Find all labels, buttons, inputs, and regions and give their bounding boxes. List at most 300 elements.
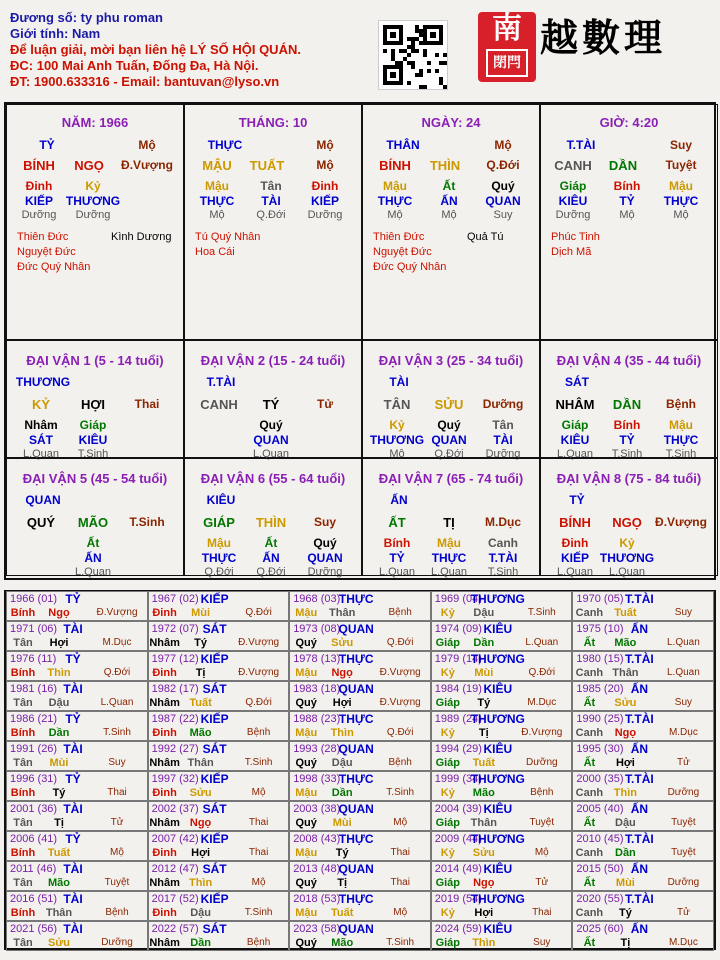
year-label: 2010 (45) bbox=[576, 833, 624, 845]
year-label: 1991 (26) bbox=[10, 743, 58, 755]
year-stem: Kỷ bbox=[440, 907, 455, 919]
year-god: KIẾP bbox=[200, 892, 229, 906]
year-phase: Đ.Vượng bbox=[238, 637, 280, 648]
year-phase: Đ.Vượng bbox=[238, 667, 280, 678]
year-god: QUAN bbox=[338, 922, 374, 936]
star-left: Đức Quý Nhân bbox=[373, 261, 447, 273]
year-phase: Đ.Vượng bbox=[521, 727, 563, 738]
pillar-branch: TUẤT bbox=[249, 158, 285, 173]
year-stem: Bính bbox=[10, 667, 36, 679]
hidden-stem: Canh bbox=[488, 536, 518, 550]
year-stem: Quý bbox=[295, 637, 317, 649]
hidden-god: T.TÀI bbox=[488, 551, 518, 565]
hidden-god: THƯƠNG bbox=[369, 433, 425, 447]
year-branch: Thìn bbox=[47, 667, 71, 679]
hidden-stem: Kỷ bbox=[619, 536, 635, 550]
year-god: KIÊU bbox=[483, 622, 513, 636]
year-stem: Quý bbox=[295, 757, 317, 769]
year-branch: Dậu bbox=[615, 817, 636, 829]
year-phase: Q.Đới bbox=[245, 607, 272, 618]
year-branch: Ngọ bbox=[189, 817, 212, 829]
year-god: QUAN bbox=[338, 742, 374, 756]
year-branch: Thân bbox=[470, 817, 497, 829]
year-god: T.TÀI bbox=[625, 712, 654, 726]
year-phase: T.Sinh bbox=[244, 907, 273, 918]
dai-van-phase: T.Sinh bbox=[129, 515, 165, 529]
year-god: TỶ bbox=[65, 592, 81, 606]
year-branch: Mùi bbox=[49, 757, 69, 769]
year-god: QUAN bbox=[338, 682, 374, 696]
hidden-stem: Mậu bbox=[669, 418, 693, 432]
year-cell bbox=[6, 681, 148, 711]
year-phase: T.Sinh bbox=[386, 787, 415, 798]
year-branch: Mão bbox=[331, 937, 354, 949]
year-cell bbox=[289, 711, 431, 741]
year-phase: Mộ bbox=[251, 877, 266, 888]
star-right: Quả Tú bbox=[467, 231, 504, 243]
year-cell bbox=[148, 831, 290, 861]
pillar-phase: Mộ bbox=[138, 138, 156, 152]
year-stem: Nhâm bbox=[149, 937, 180, 949]
hidden-stem: Kỷ bbox=[389, 418, 405, 432]
year-god: T.TÀI bbox=[625, 592, 654, 606]
year-branch: Tý bbox=[194, 637, 208, 649]
year-cell bbox=[572, 591, 714, 621]
year-stem: Nhâm bbox=[149, 817, 180, 829]
hidden-stem: Bính bbox=[383, 536, 411, 550]
hidden-phase: Mộ bbox=[209, 209, 225, 221]
year-label: 1978 (13) bbox=[293, 653, 341, 665]
year-label: 1985 (20) bbox=[576, 683, 624, 695]
dai-van-phase: Đ.Vượng bbox=[655, 515, 707, 529]
year-phase: Suy bbox=[674, 697, 693, 708]
year-cell bbox=[572, 891, 714, 921]
pillar-god: TỶ bbox=[39, 138, 55, 152]
pillar-3 bbox=[362, 104, 540, 340]
year-cell bbox=[148, 711, 290, 741]
year-label: 2015 (50) bbox=[576, 863, 624, 875]
year-label: 2021 (56) bbox=[10, 923, 58, 935]
year-god: TÀI bbox=[63, 742, 83, 756]
year-god: THỰC bbox=[338, 592, 374, 606]
pillar-napam: Mộ bbox=[316, 158, 334, 172]
year-god: THỰC bbox=[338, 712, 374, 726]
dai-van-stem: GIÁP bbox=[203, 515, 235, 530]
year-label: 1974 (09) bbox=[434, 623, 482, 635]
gender: Giới tính: Nam bbox=[10, 26, 101, 41]
pillar-title: NGÀY: 24 bbox=[421, 115, 481, 130]
year-label: 1995 (30) bbox=[576, 743, 624, 755]
hidden-phase: Q.Đới bbox=[204, 566, 234, 578]
hidden-stem: Giáp bbox=[561, 418, 589, 432]
year-god: T.TÀI bbox=[625, 832, 654, 846]
year-cell bbox=[6, 741, 148, 771]
hidden-stem: Mậu bbox=[437, 536, 461, 550]
pillar-god: T.TÀI bbox=[566, 138, 596, 152]
hidden-god: THỰC bbox=[201, 551, 237, 565]
year-phase: Q.Đới bbox=[103, 667, 131, 678]
dai-van-title: ĐẠI VẬN 4 (35 - 44 tuổi) bbox=[556, 353, 702, 368]
year-label: 1996 (31) bbox=[10, 773, 58, 785]
hidden-stem: Kỷ bbox=[85, 179, 101, 193]
year-label: 1976 (11) bbox=[10, 653, 57, 665]
year-phase: Bệnh bbox=[530, 787, 554, 798]
hidden-stem: Quý bbox=[437, 418, 461, 432]
year-phase: Đ.Vượng bbox=[379, 667, 421, 678]
year-stem: Giáp bbox=[435, 757, 461, 769]
year-cell bbox=[289, 651, 431, 681]
year-label: 1990 (25) bbox=[576, 713, 624, 725]
year-phase: Dưỡng bbox=[667, 787, 700, 798]
year-stem: Kỷ bbox=[440, 787, 455, 799]
year-phase: T.Sinh bbox=[103, 727, 131, 738]
year-god: TỶ bbox=[65, 832, 81, 846]
year-stem: Giáp bbox=[435, 637, 461, 649]
year-cell bbox=[148, 861, 290, 891]
year-label: 2019 (54) bbox=[434, 893, 482, 905]
year-phase: Mộ bbox=[393, 907, 408, 918]
year-label: 1994 (29) bbox=[434, 743, 482, 755]
year-cell bbox=[6, 591, 148, 621]
year-label: 1977 (12) bbox=[151, 653, 199, 665]
year-cell bbox=[431, 681, 573, 711]
year-phase: Thai bbox=[532, 907, 552, 918]
year-cell bbox=[431, 921, 573, 951]
dai-van-stem: ẤT bbox=[388, 515, 406, 530]
year-god: SÁT bbox=[202, 682, 227, 696]
year-label: 2006 (41) bbox=[10, 833, 58, 845]
year-branch: Ngọ bbox=[473, 877, 495, 889]
year-phase: M.Dục bbox=[668, 727, 698, 738]
year-god: THƯƠNG bbox=[470, 712, 525, 726]
hidden-stem: Bính bbox=[613, 418, 641, 432]
year-stem: Nhâm bbox=[149, 637, 180, 649]
year-god: THƯƠNG bbox=[470, 832, 525, 846]
star-left: Thiên Đức bbox=[17, 231, 69, 243]
year-phase: Q.Đới bbox=[386, 637, 414, 648]
year-stem: Quý bbox=[295, 697, 317, 709]
hidden-phase: Q.Đới bbox=[256, 209, 286, 221]
star-right: Kình Dương bbox=[111, 231, 172, 243]
hidden-god: TỶ bbox=[619, 433, 635, 447]
dai-van-phase: M.Dục bbox=[485, 515, 521, 529]
year-branch: Tị bbox=[478, 727, 489, 739]
year-stem: Tân bbox=[13, 937, 33, 949]
dai-van-god: KIÊU bbox=[206, 493, 236, 507]
hidden-stem: Quý bbox=[259, 418, 283, 432]
year-phase: Đ.Vượng bbox=[96, 607, 138, 618]
year-cell bbox=[6, 711, 148, 741]
year-cell bbox=[6, 861, 148, 891]
year-cell bbox=[431, 711, 573, 741]
year-branch: Ngọ bbox=[48, 607, 70, 619]
dai-van-god: T.TÀI bbox=[206, 375, 236, 389]
year-stem: Quý bbox=[295, 877, 317, 889]
year-stem: Đinh bbox=[152, 787, 177, 799]
year-god: TÀI bbox=[63, 892, 83, 906]
dai-van-god: TỶ bbox=[569, 493, 585, 507]
year-branch: Sửu bbox=[472, 847, 495, 859]
dai-van-stem: TÂN bbox=[383, 397, 411, 412]
year-cell bbox=[289, 591, 431, 621]
hidden-phase: Suy bbox=[493, 209, 513, 221]
year-label: 1993 (28) bbox=[293, 743, 341, 755]
year-stem: Ất bbox=[583, 697, 596, 709]
year-phase: Mộ bbox=[393, 817, 408, 828]
year-cell bbox=[572, 801, 714, 831]
year-branch: Mão bbox=[189, 727, 212, 739]
year-phase: Q.Đới bbox=[245, 697, 272, 708]
pillar-phase: Mộ bbox=[494, 138, 512, 152]
year-cell bbox=[6, 651, 148, 681]
hidden-phase: Dưỡng bbox=[307, 209, 343, 221]
year-label: 2025 (60) bbox=[576, 923, 624, 935]
year-branch: Dậu bbox=[331, 757, 353, 769]
star-left: Hoa Cái bbox=[195, 246, 235, 258]
hidden-phase: Q.Đới bbox=[256, 566, 286, 578]
dai-van-branch: SỬU bbox=[434, 397, 464, 412]
year-branch: Thìn bbox=[472, 937, 496, 949]
year-branch: Mão bbox=[614, 637, 637, 649]
pillar-napam: Đ.Vượng bbox=[121, 158, 173, 172]
year-label: 1969 (04) bbox=[434, 593, 482, 605]
year-label: 2008 (43) bbox=[293, 833, 341, 845]
hidden-stem: Ất bbox=[86, 536, 100, 550]
year-stem: Quý bbox=[295, 937, 317, 949]
year-cell bbox=[572, 861, 714, 891]
hidden-god: KIÊU bbox=[560, 433, 590, 447]
qr-code-icon[interactable] bbox=[378, 20, 448, 90]
year-cell bbox=[572, 651, 714, 681]
hidden-god: QUAN bbox=[307, 551, 343, 565]
year-branch: Mùi bbox=[191, 607, 211, 619]
year-stem: Canh bbox=[575, 607, 604, 619]
year-label: 1982 (17) bbox=[151, 683, 199, 695]
year-cell bbox=[6, 831, 148, 861]
year-stem: Mậu bbox=[295, 607, 318, 619]
dai-van-8 bbox=[540, 458, 718, 576]
hidden-phase: T.Sinh bbox=[487, 566, 519, 578]
year-label: 2017 (52) bbox=[151, 893, 199, 905]
hidden-stem: Mậu bbox=[669, 179, 693, 193]
year-phase: Tử bbox=[676, 907, 690, 918]
year-cell bbox=[431, 771, 573, 801]
year-label: 1972 (07) bbox=[151, 623, 199, 635]
year-branch: Tuất bbox=[472, 757, 495, 769]
year-branch: Tý bbox=[335, 847, 349, 859]
dai-van-god: TÀI bbox=[389, 375, 409, 389]
seal-bottom-glyph: 閉閂 bbox=[486, 49, 528, 77]
year-branch: Thân bbox=[612, 667, 639, 679]
annual-luck-table bbox=[4, 590, 716, 950]
year-cell bbox=[289, 681, 431, 711]
year-phase: M.Dục bbox=[668, 937, 698, 948]
dai-van-title: ĐẠI VẬN 6 (55 - 64 tuổi) bbox=[200, 471, 346, 486]
year-phase: M.Dục bbox=[527, 697, 557, 708]
year-branch: Mão bbox=[472, 787, 495, 799]
year-god: ẤN bbox=[630, 682, 649, 696]
pillar-god: THÂN bbox=[386, 138, 420, 152]
pillar-title: THÁNG: 10 bbox=[238, 115, 308, 130]
dai-van-title: ĐẠI VẬN 3 (25 - 34 tuổi) bbox=[378, 353, 524, 368]
hidden-phase: L.Quan bbox=[252, 448, 290, 460]
year-phase: Dưỡng bbox=[667, 877, 700, 888]
year-stem: Tân bbox=[13, 877, 33, 889]
year-stem: Giáp bbox=[435, 877, 461, 889]
year-branch: Tý bbox=[618, 907, 632, 919]
dai-van-stem: KỶ bbox=[31, 397, 51, 412]
year-branch: Tý bbox=[52, 787, 66, 799]
year-phase: Mộ bbox=[110, 847, 124, 858]
pillar-branch: NGỌ bbox=[74, 158, 104, 173]
hidden-phase: T.Sinh bbox=[77, 448, 109, 460]
hidden-stem: Mậu bbox=[207, 536, 231, 550]
hidden-phase: Mộ bbox=[673, 209, 689, 221]
year-label: 1999 (34) bbox=[434, 773, 482, 785]
year-branch: Thìn bbox=[330, 727, 354, 739]
year-stem: Tân bbox=[13, 817, 33, 829]
year-phase: Dưỡng bbox=[101, 937, 133, 948]
year-stem: Đinh bbox=[152, 907, 177, 919]
pillar-branch: THÌN bbox=[429, 158, 461, 173]
phone-email[interactable]: ĐT: 1900.633316 - Email: bantuvan@lyso.vn bbox=[10, 74, 280, 89]
year-label: 1967 (02) bbox=[151, 593, 199, 605]
pillar-napam: Tuyệt bbox=[665, 158, 697, 172]
dai-van-phase: Dưỡng bbox=[482, 397, 524, 411]
year-label: 2000 (35) bbox=[576, 773, 624, 785]
hidden-god: THƯƠNG bbox=[599, 551, 655, 565]
year-god: SÁT bbox=[202, 862, 227, 876]
dai-van-stem: QUÝ bbox=[26, 515, 56, 530]
star-left: Tú Quý Nhân bbox=[195, 231, 261, 243]
pillar-napam: Q.Đới bbox=[486, 158, 520, 172]
pillar-grid bbox=[4, 102, 716, 580]
year-cell bbox=[148, 891, 290, 921]
year-god: ẤN bbox=[630, 802, 649, 816]
year-phase: Tuyệt bbox=[104, 877, 130, 888]
pillar-branch: DẦN bbox=[608, 158, 638, 173]
year-god: ẤN bbox=[630, 742, 649, 756]
hidden-god: TÀI bbox=[493, 433, 513, 447]
year-cell bbox=[289, 741, 431, 771]
year-phase: Suy bbox=[533, 937, 551, 948]
hidden-stem: Nhâm bbox=[24, 418, 58, 432]
year-cell bbox=[289, 861, 431, 891]
year-branch: Tị bbox=[54, 817, 64, 829]
pillar-stem: CANH bbox=[554, 158, 592, 173]
pillar-god: THỰC bbox=[207, 138, 243, 152]
dai-van-phase: Thai bbox=[134, 397, 160, 411]
year-phase: T.Sinh bbox=[244, 757, 273, 768]
year-stem: Ất bbox=[583, 817, 596, 829]
year-label: 1984 (19) bbox=[434, 683, 482, 695]
hidden-phase: Q.Đới bbox=[434, 448, 464, 460]
hidden-god: THƯƠNG bbox=[65, 194, 121, 208]
hidden-stem: Mậu bbox=[383, 179, 407, 193]
year-cell bbox=[148, 591, 290, 621]
year-label: 2003 (38) bbox=[293, 803, 341, 815]
year-branch: Tị bbox=[620, 937, 631, 949]
year-label: 1968 (03) bbox=[293, 593, 341, 605]
year-label: 1966 (01) bbox=[10, 593, 58, 605]
year-branch: Dần bbox=[473, 637, 495, 649]
year-stem: Bính bbox=[10, 607, 36, 619]
brand-logo: 越數理 bbox=[540, 15, 667, 60]
year-cell bbox=[148, 801, 290, 831]
dai-van-branch: DẦN bbox=[612, 397, 642, 412]
year-stem: Ất bbox=[583, 757, 596, 769]
year-label: 2020 (55) bbox=[576, 893, 624, 905]
hidden-god: TỶ bbox=[389, 551, 405, 565]
dai-van-phase: Tử bbox=[316, 397, 334, 411]
year-cell bbox=[6, 771, 148, 801]
hidden-phase: L.Quan bbox=[22, 448, 60, 460]
year-phase: Mộ bbox=[534, 847, 549, 858]
hidden-stem: Đinh bbox=[311, 179, 339, 193]
year-cell bbox=[289, 891, 431, 921]
year-stem: Tân bbox=[13, 697, 33, 709]
year-cell bbox=[289, 831, 431, 861]
hidden-phase: L.Quan bbox=[430, 566, 468, 578]
hidden-god: KIẾP bbox=[24, 194, 54, 208]
hidden-god: TÀI bbox=[261, 194, 281, 208]
hidden-god: ẤN bbox=[84, 551, 102, 565]
year-phase: Thai bbox=[248, 847, 269, 858]
dai-van-6 bbox=[184, 458, 362, 576]
year-label: 2023 (58) bbox=[293, 923, 341, 935]
year-stem: Kỷ bbox=[440, 667, 455, 679]
year-stem: Quý bbox=[295, 817, 317, 829]
year-stem: Nhâm bbox=[149, 877, 180, 889]
dai-van-branch: NGỌ bbox=[612, 515, 642, 530]
year-phase: Tuyệt bbox=[671, 847, 696, 858]
hidden-god: ẤN bbox=[262, 551, 280, 565]
year-phase: L.Quan bbox=[666, 637, 700, 648]
year-phase: Thai bbox=[390, 877, 410, 888]
dai-van-title: ĐẠI VẬN 7 (65 - 74 tuổi) bbox=[378, 471, 524, 486]
year-god: SÁT bbox=[202, 622, 227, 636]
year-label: 2024 (59) bbox=[434, 923, 482, 935]
year-label: 1989 (24) bbox=[434, 713, 482, 725]
year-label: 1975 (10) bbox=[576, 623, 624, 635]
year-god: THƯƠNG bbox=[470, 592, 525, 606]
dai-van-3 bbox=[362, 340, 540, 458]
hidden-phase: Mộ bbox=[389, 448, 405, 460]
year-phase: Thai bbox=[390, 847, 410, 858]
year-god: QUAN bbox=[338, 862, 374, 876]
year-phase: L.Quan bbox=[525, 637, 559, 648]
hidden-god: SÁT bbox=[29, 433, 53, 447]
dai-van-7 bbox=[362, 458, 540, 576]
year-god: THƯƠNG bbox=[470, 892, 525, 906]
hidden-stem: Ất bbox=[442, 179, 456, 193]
year-god: ẤN bbox=[630, 862, 649, 876]
year-label: 2012 (47) bbox=[151, 863, 199, 875]
year-stem: Ất bbox=[583, 937, 596, 949]
dai-van-branch: TÝ bbox=[262, 397, 280, 412]
year-god: KIÊU bbox=[483, 862, 513, 876]
year-cell bbox=[6, 801, 148, 831]
hidden-god: TỶ bbox=[619, 194, 635, 208]
year-phase: Đ.Vượng bbox=[379, 697, 421, 708]
hidden-stem: Ất bbox=[264, 536, 278, 550]
hidden-stem: Mậu bbox=[205, 179, 229, 193]
year-branch: Thân bbox=[329, 607, 356, 619]
year-phase: L.Quan bbox=[666, 667, 700, 678]
year-phase: Bệnh bbox=[105, 907, 129, 918]
year-stem: Bính bbox=[10, 847, 36, 859]
hidden-phase: T.Sinh bbox=[611, 448, 643, 460]
